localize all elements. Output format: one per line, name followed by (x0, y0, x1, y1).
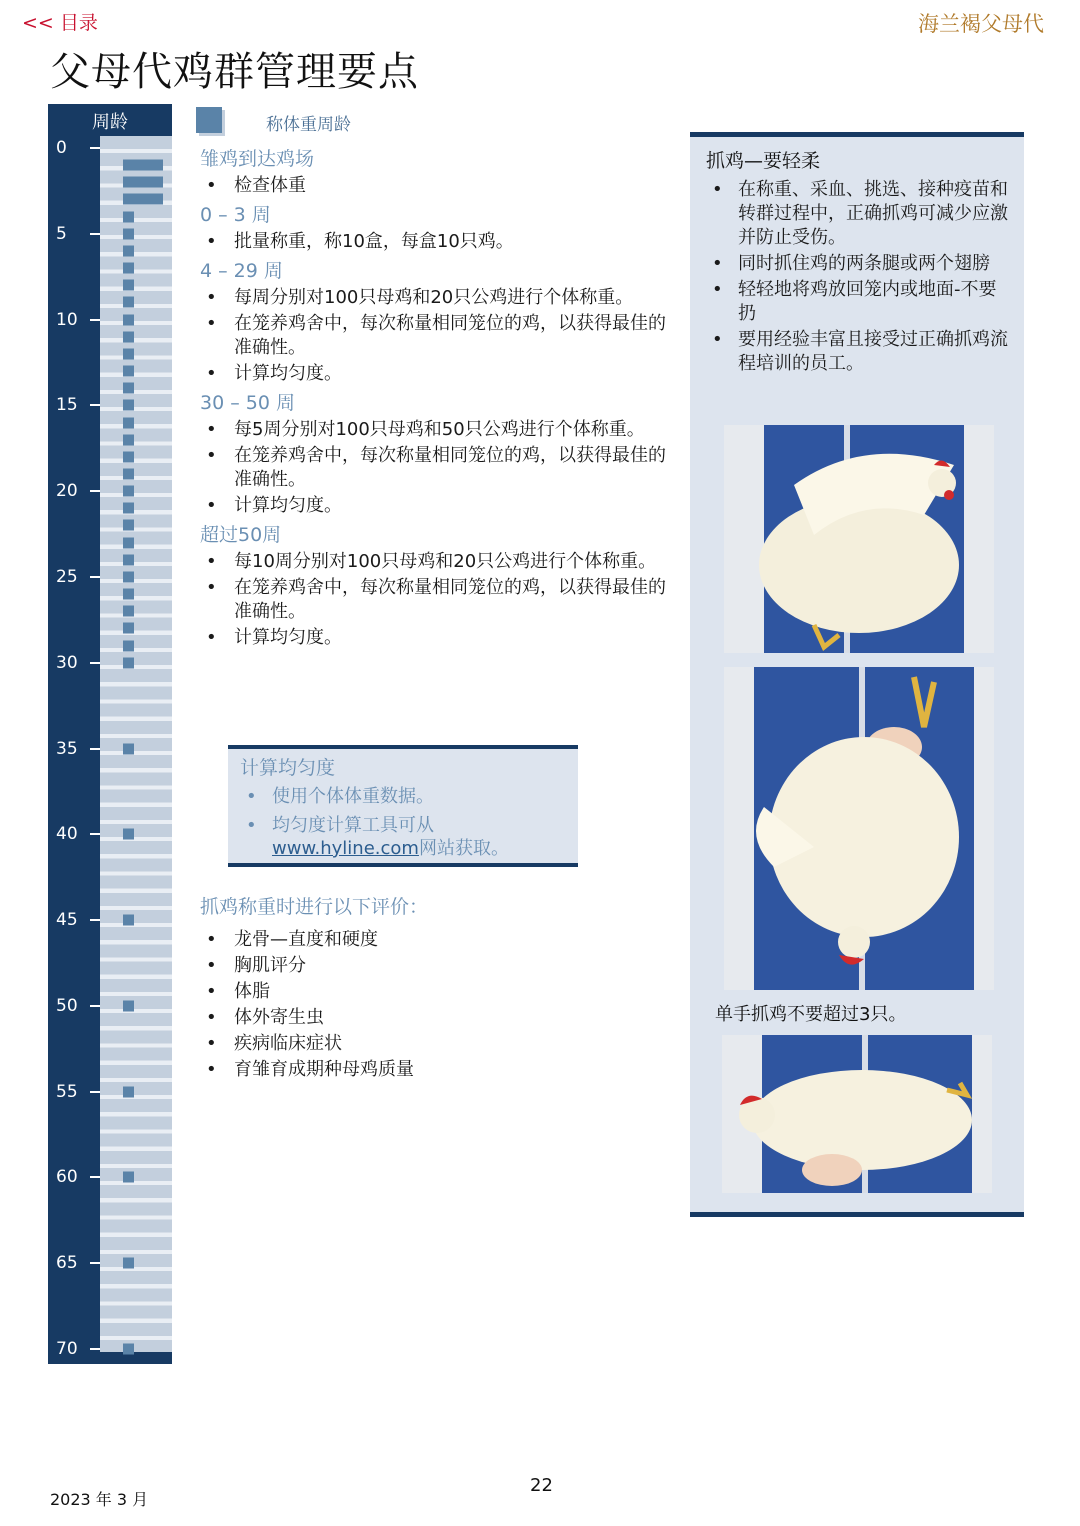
list-item: • 在笼养鸡舍中，每次称量相同笼位的鸡，以获得最佳的准确性。 (200, 444, 670, 492)
section-heading: 4 – 29 周 (200, 260, 283, 282)
tick-line (90, 576, 100, 578)
footer-date: 2023 年 3 月 (50, 1490, 149, 1509)
weighing-week-marker (123, 554, 134, 565)
weighing-week-marker (123, 1344, 134, 1355)
tick-label: 40 (56, 824, 78, 845)
tick-label: 5 (56, 223, 67, 244)
timeline-strip (100, 136, 172, 1352)
list-item (240, 814, 566, 860)
tick-line (90, 748, 100, 750)
list-item: • 每10周分别对100只母鸡和20只公鸡进行个体称重。 (200, 550, 670, 574)
tick-label: 50 (56, 995, 78, 1016)
list-item: • 体脂 (200, 980, 670, 1004)
list-item: • 胸肌评分 (200, 954, 670, 978)
weighing-week-marker (123, 348, 134, 359)
tick-label: 25 (56, 566, 78, 587)
weighing-week-marker (123, 571, 134, 582)
weighing-week-marker (123, 228, 134, 239)
list-item: • 轻轻地将鸡放回笼内或地面-不要扔 (706, 278, 1011, 326)
weighing-week-marker (123, 537, 134, 548)
list-item: • 龙骨—直度和硬度 (200, 928, 670, 952)
photo-caption: 单手抓鸡不要超过3只。 (715, 1004, 907, 1025)
list-item: • 要用经验丰富且接受过正确抓鸡流程培训的员工。 (706, 328, 1011, 376)
list-item: • 计算均匀度。 (200, 494, 670, 518)
weighing-week-marker (123, 451, 134, 462)
timeline-header: 周龄 (92, 112, 128, 133)
weighing-week-marker (123, 1086, 134, 1097)
list-item: • 育雏育成期种母鸡质量 (200, 1058, 670, 1082)
legend-marker-icon (196, 107, 222, 133)
tick-line (90, 319, 100, 321)
weighing-week-marker (123, 520, 134, 531)
section-week-4-29 (200, 258, 670, 386)
tick-line (90, 1348, 100, 1350)
weighing-week-marker (123, 417, 134, 428)
list-item: • 同时抓住鸡的两条腿或两个翅膀 (706, 252, 1011, 276)
page-number: 22 (530, 1475, 553, 1496)
tick-line (90, 147, 100, 149)
weighing-week-marker (123, 915, 134, 926)
tick-line (90, 662, 100, 664)
tick-line (90, 404, 100, 406)
section-week-0-3 (200, 202, 670, 254)
brand-label: 海兰褐父母代 (918, 12, 1044, 36)
weighing-week-marker (123, 657, 134, 668)
list-item: • 批量称重，称10盒，每盒10只鸡。 (200, 230, 670, 254)
evaluation-heading: 抓鸡称重时进行以下评价： (200, 896, 429, 918)
weighing-week-marker (123, 434, 134, 445)
section-week-30-50 (200, 390, 670, 518)
list-item: • 每周分别对100只母鸡和20只公鸡进行个体称重。 (200, 286, 670, 310)
handling-list (706, 178, 1011, 380)
section-heading: 超过50周 (200, 524, 282, 546)
tick-label: 30 (56, 652, 78, 673)
weighing-week-marker (123, 211, 134, 222)
page-title: 父母代鸡群管理要点 (50, 49, 419, 95)
list-item: • 在称重、采血、挑选、接种疫苗和转群过程中，正确抓鸡可减少应激并防止受伤。 (706, 178, 1011, 250)
tick-line (90, 833, 100, 835)
weighing-week-marker (123, 194, 163, 205)
list-item: • 计算均匀度。 (200, 362, 670, 386)
section-heading: 雏鸡到达鸡场 (200, 148, 315, 170)
weighing-week-marker (123, 1258, 134, 1269)
weighing-week-marker (123, 280, 134, 291)
tick-label: 20 (56, 481, 78, 502)
tick-line (90, 1091, 100, 1093)
legend-label: 称体重周龄 (266, 115, 351, 135)
weighing-week-marker (123, 297, 134, 308)
hyline-website-link[interactable]: www.hyline.com (272, 838, 419, 859)
list-item: • 在笼养鸡舍中，每次称量相同笼位的鸡，以获得最佳的准确性。 (200, 576, 670, 624)
tick-label: 60 (56, 1167, 78, 1188)
section-heading: 30 – 50 周 (200, 392, 295, 414)
weighing-week-marker (123, 383, 134, 394)
handling-title: 抓鸡—要轻柔 (706, 150, 821, 172)
tick-label: 35 (56, 738, 78, 759)
list-item: • 检查体重 (200, 174, 670, 198)
weighing-week-marker (123, 468, 134, 479)
weighing-week-marker (123, 589, 134, 600)
chicken-held-by-legs-photo (724, 667, 994, 990)
uniformity-title: 计算均匀度 (240, 757, 336, 779)
list-item: • 计算均匀度。 (200, 626, 670, 650)
section-over-50 (200, 522, 670, 650)
weighing-week-marker (123, 503, 134, 514)
weighing-week-marker (123, 314, 134, 325)
weighing-week-marker (123, 177, 163, 188)
tick-label: 45 (56, 910, 78, 931)
weighing-week-marker (123, 606, 134, 617)
list-item: • 每5周分别对100只母鸡和50只公鸡进行个体称重。 (200, 418, 670, 442)
uniformity-box (228, 745, 578, 867)
section-arrival (200, 146, 670, 198)
tick-label: 70 (56, 1339, 78, 1359)
tick-label: 10 (56, 309, 78, 330)
chicken-held-in-arms-photo (722, 1035, 992, 1193)
weighing-week-marker (123, 1172, 134, 1183)
tick-line (90, 1262, 100, 1264)
weighing-week-marker (123, 640, 134, 651)
weighing-week-marker (123, 486, 134, 497)
evaluation-section (200, 894, 670, 1086)
tick-line (90, 1176, 100, 1178)
list-item: • 使用个体体重数据。 (240, 785, 566, 808)
section-heading: 0 – 3 周 (200, 204, 271, 226)
tick-line (90, 233, 100, 235)
tick-line (90, 919, 100, 921)
uniformity-text: 均匀度计算工具可从 (272, 815, 434, 836)
weighing-week-marker (123, 743, 134, 754)
tick-label: 15 (56, 395, 78, 416)
weighing-week-marker (123, 245, 134, 256)
uniformity-text: 网站获取。 (418, 838, 509, 859)
back-to-contents-link[interactable]: << 目录 (22, 12, 98, 34)
list-item: • 疾病临床症状 (200, 1032, 670, 1056)
weighing-week-marker (123, 331, 134, 342)
weighing-week-marker (123, 400, 134, 411)
weighing-schedule (200, 146, 670, 654)
weighing-week-marker (123, 623, 134, 634)
weighing-week-marker (123, 829, 134, 840)
weighing-week-marker (123, 263, 134, 274)
chicken-held-by-wings-photo (724, 425, 994, 653)
tick-label: 65 (56, 1253, 78, 1274)
tick-label: 0 (56, 138, 67, 158)
weighing-week-marker (123, 160, 163, 171)
list-item: • 体外寄生虫 (200, 1006, 670, 1030)
weighing-week-marker (123, 1000, 134, 1011)
tick-line (90, 490, 100, 492)
weighing-week-marker (123, 366, 134, 377)
tick-label: 55 (56, 1081, 78, 1102)
tick-line (90, 1005, 100, 1007)
list-item: • 在笼养鸡舍中，每次称量相同笼位的鸡，以获得最佳的准确性。 (200, 312, 670, 360)
